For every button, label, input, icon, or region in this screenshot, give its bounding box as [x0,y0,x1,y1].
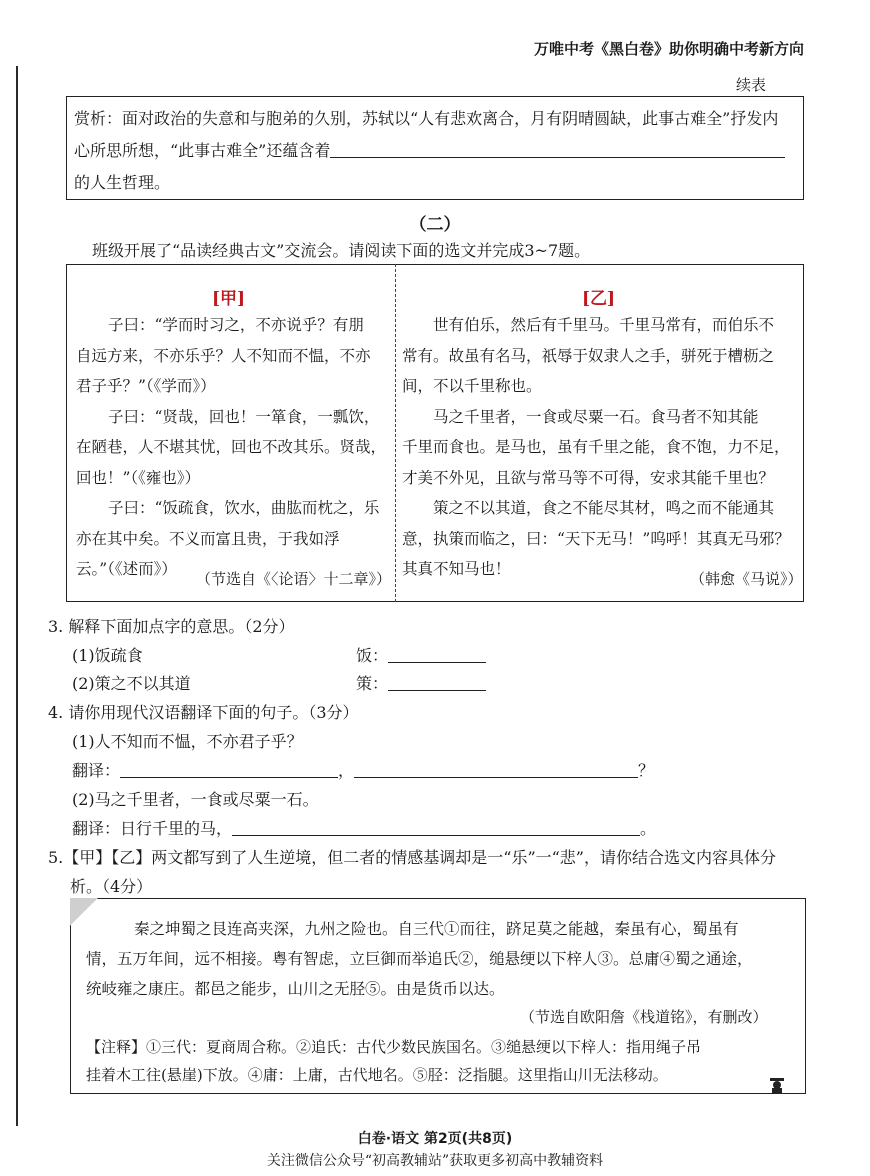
passage-jia-source: （节选自《〈论语〉十二章》） [196,570,392,588]
page-footer: 白卷·语文 第2页(共8页) [357,1131,513,1147]
extra-passage-notes-2: 挂着木工往(悬崖)下放。④庸：上庸，古代地名。⑤胫：泛指腿。这里指山川无法移动。 [86,1066,668,1084]
appreciation-answer-blank[interactable] [330,157,785,158]
q4-stem: 4. 请你用现代汉语翻译下面的句子。（3分） [48,703,359,722]
q5-stem-line-2: 析。（4分） [70,877,153,896]
appreciation-line-2-text: 心所思所想，“此事古难全”还蕴含着 [74,141,331,160]
continued-label: 续表 [735,76,766,94]
q4-item-2: (2)马之千里者，一食或尽粟一石。 [72,790,319,809]
q4-item-1-blank-b[interactable] [354,777,638,778]
footer-notice: 关注微信公众号“初高教辅站”获取更多初高中教辅资料 [266,1153,604,1169]
q3-stem: 3. 解释下面加点字的意思。（2分） [48,617,295,636]
extra-passage-source: （节选自欧阳詹《栈道铭》，有删改） [520,1008,768,1026]
passage-jia-line: 自远方来，不亦乐乎？人不知而不愠，不亦 [76,346,371,365]
q4-translate-label-2: 翻译：日行千里的马， [72,819,233,838]
passage-yi-line: 才美不外见，且欲与常马等不可得，安求其能千里也？ [402,468,775,487]
passage-jia-line: 子曰：“饭疏食，饮水，曲肱而枕之，乐 [108,499,380,517]
section-intro: 班级开展了“品读经典古文”交流会。请阅读下面的选文并完成3~7题。 [92,241,591,260]
passage-yi-line: 千里而食也。是马也，虽有千里之能，食不饱，力不足， [402,438,790,456]
q4-item-2-translation [72,816,656,839]
passage-jia-line: 子曰：“学而时习之，不亦说乎？有朋 [108,316,364,334]
appreciation-line-2 [74,138,785,161]
passage-yi-line: 常有。故虽有名马，祇辱于奴隶人之手，骈死于槽枥之 [402,346,775,365]
section-title: （二） [409,215,461,235]
passage-yi-line: 意，执策而临之，曰：“天下无马！”呜呼！其真无马邪？ [402,529,790,548]
passage-jia-tag: [甲] [212,289,246,309]
passage-yi-line: 马之千里者，一食或尽粟一石。食马者不知其能 [433,407,759,426]
passage-yi-source: （韩愈《马说》） [690,570,803,588]
passage-yi-line: 其真不知马也！ [402,560,511,578]
passage-jia-line: 君子乎？”（《学而》） [76,377,216,395]
q4-comma: ， [338,761,355,780]
appreciation-line-1: 赏析：面对政治的失意和与胞弟的久别，苏轼以“人有悲欢离合，月有阴晴圆缺，此事古难全”抒发内 [74,109,779,128]
q4-item-2-blank[interactable] [232,835,640,836]
extra-passage-line: 秦之坤蜀之艮连高夹深，九州之险也。自三代①而往，跻足莫之能越，秦虽有心，蜀虽有 [134,920,739,938]
passage-jia-line: 亦在其中矣。不义而富且贵，于我如浮 [76,529,340,548]
q5-stem-line-1: 5.【甲】【乙】两文都写到了人生逆境，但二者的情感基调却是一“乐”一“悲”，请你结合选文内容具体分 [48,848,776,867]
passage-jia-line: 子曰：“贤哉，回也！一箪食，一瓢饮， [108,407,380,426]
passage-jia-text [76,310,390,585]
q4-item-1-translation [72,758,654,781]
q4-translate-label-1: 翻译： [72,761,121,780]
passage-jia-line: 云。”（《述而》） [76,560,177,578]
passage-jia-line: 回也！”（《雍也》） [76,468,201,487]
extra-passage-notes-1: 【注释】①三代：夏商周合称。②追氏：古代少数民族国名。③缒悬绠以下梓人：指用绳子吊 [86,1038,702,1056]
passage-yi-tag: [乙] [582,289,616,309]
passage-yi-line: 世有伯乐，然后有千里马。千里马常有，而伯乐不 [433,316,775,334]
passage-jia-line: 在陋巷，人不堪其忧，回也不改其乐。贤哉， [76,438,387,456]
q3-item-1: (1)饭疏食 [72,646,143,665]
passage-yi-line: 策之不以其道，食之不能尽其材，鸣之而不能通其 [433,499,775,517]
extra-passage-line: 情，五万年间，远不相接。粤有智虑，立巨御而举追氏②，缒悬绠以下梓人③。总庸④蜀之通途， [86,950,753,968]
passage-yi-line: 间，不以千里称也。 [402,377,542,395]
extra-passage-line: 统岐雍之康庄。都邑之能步，山川之无胫⑤。由是货币以达。 [86,980,505,998]
q3-item-2-label: 策： [356,674,389,693]
header-slogan: 万唯中考《黑白卷》助你明确中考新方向 [533,40,804,58]
q4-item-1: (1)人不知而不愠，不亦君子乎？ [72,732,303,751]
mascot-icon [768,1076,786,1094]
q3-item-2-blank[interactable] [388,690,486,691]
passage-divider [395,264,396,602]
q3-item-2-answer [356,671,486,694]
q3-item-1-answer [356,643,486,666]
q4-period: 。 [640,819,657,838]
q3-item-1-label: 饭： [356,646,389,665]
extra-passage-text [86,914,753,1004]
appreciation-line-3: 的人生哲理。 [74,173,171,192]
q4-item-1-blank-a[interactable] [120,777,338,778]
q3-item-1-blank[interactable] [388,662,486,663]
q3-item-2: (2)策之不以其道 [72,674,191,693]
passage-yi-text [402,310,800,585]
q4-question-mark: ？ [638,761,655,780]
